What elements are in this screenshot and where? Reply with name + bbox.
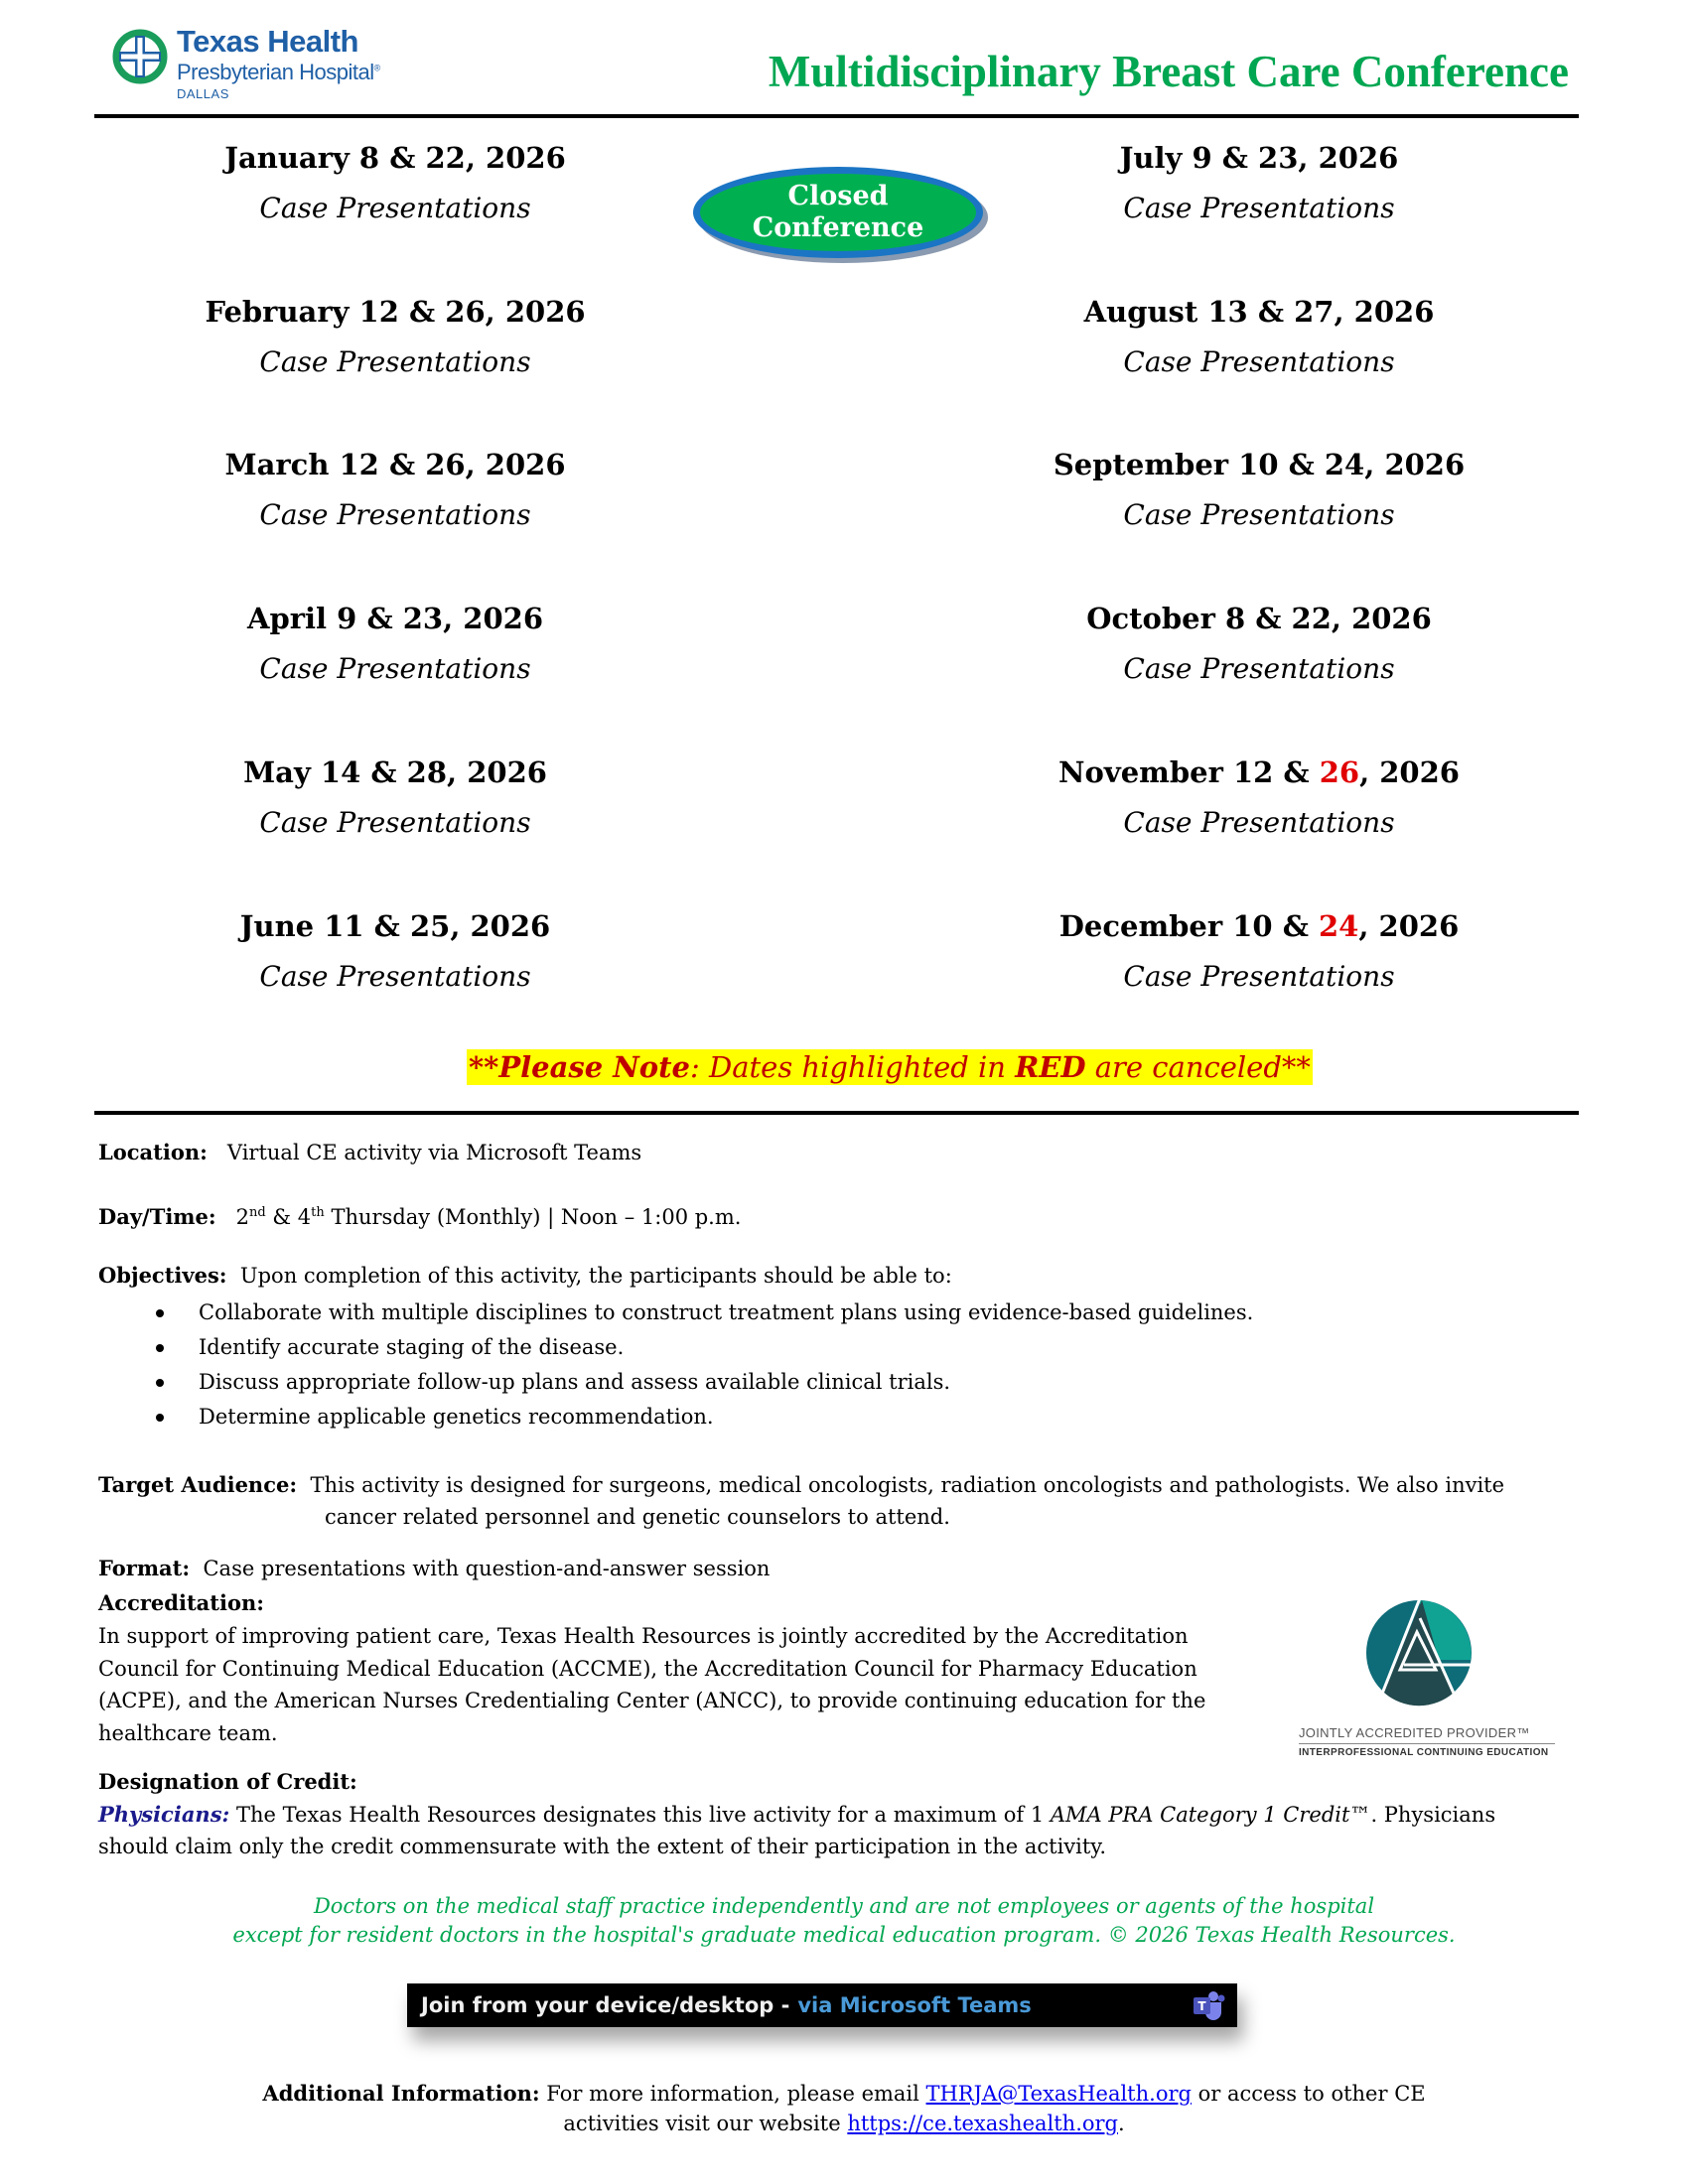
credit-text-cont: should claim only the credit commensurate with the extent of their participation in the activity. — [98, 1835, 1107, 1858]
additional-info: Additional Information: For more information, please email THRJA@TexasHealth.org or access to other CE — [262, 2081, 1426, 2106]
schedule-item-september: September 10 & 24, 2026 Case Presentations — [1053, 448, 1466, 531]
schedule-item-october: October 8 & 22, 2026 Case Presentations — [1086, 602, 1432, 685]
schedule-item-february: February 12 & 26, 2026 Case Presentations — [205, 295, 586, 378]
schedule-item-may: May 14 & 28, 2026 Case Presentations — [243, 755, 547, 839]
objectives-intro: Objectives: Upon completion of this activity, the participants should be able to: — [98, 1263, 952, 1288]
join-teams-button[interactable]: Join from your device/desktop - via Microsoft Teams T — [407, 1983, 1237, 2027]
format-line: Format: Case presentations with question-and-answer session — [98, 1556, 771, 1580]
accreditation-text: In support of improving patient care, Texas Health Resources is jointly accredited by the Accreditation Council for Continuing Medical Education (ACCME), the Accreditation Council for Pharmacy Education (ACPE), and the American Nurses Credentialing Center (ANCC), to provide continuing education for the healthcare team. — [98, 1624, 1206, 1745]
schedule-item-august: August 13 & 27, 2026 Case Presentations — [1083, 295, 1435, 378]
daytime-line: Day/Time: 2nd & 4th Thursday (Monthly) | Noon – 1:00 p.m. — [98, 1204, 742, 1229]
page-title: Multidisciplinary Breast Care Conference — [768, 47, 1569, 96]
target-audience: Target Audience: This activity is designed for surgeons, medical oncologists, radiation oncologists and pathologists. We also invite — [98, 1472, 1505, 1497]
cross-logo-icon — [111, 28, 169, 85]
bullet-icon — [156, 1344, 164, 1352]
objective-item: Collaborate with multiple disciplines to construct treatment plans using evidence-based guidelines. — [149, 1296, 1253, 1330]
website-link[interactable]: https://ce.texashealth.org — [847, 2112, 1118, 2135]
objective-item: Identify accurate staging of the disease. — [149, 1330, 1253, 1365]
accreditation-heading: Accreditation: — [98, 1590, 264, 1615]
schedule-item-november: November 12 & 26, 2026 Case Presentations — [1058, 755, 1460, 839]
cancellation-note: **Please Note: Dates highlighted in RED are canceled** — [469, 1050, 1311, 1084]
credit-heading: Designation of Credit: — [98, 1769, 357, 1794]
bullet-icon — [156, 1379, 164, 1387]
disclaimer-line2: except for resident doctors in the hospital's graduate medical education program. © 2026 Texas Health Resources. — [232, 1923, 1456, 1947]
schedule-item-july: July 9 & 23, 2026 Case Presentations — [1119, 141, 1399, 224]
hospital-logo — [111, 24, 429, 105]
additional-info-cont: activities visit our website https://ce.texashealth.org. — [563, 2112, 1125, 2135]
canceled-date: 24 — [1318, 909, 1359, 943]
schedule-item-december: December 10 & 24, 2026 Case Presentations — [1058, 909, 1460, 993]
location-line: Location: Virtual CE activity via Microsoft Teams — [98, 1140, 642, 1164]
logo-line1: Texas Health — [177, 24, 358, 59]
disclaimer-line1: Doctors on the medical staff practice independently and are not employees or agents of the hospital — [313, 1894, 1375, 1918]
teams-icon — [1192, 1989, 1225, 2021]
svg-text:T: T — [1197, 1999, 1206, 2013]
logo-line3: DALLAS — [177, 86, 229, 101]
schedule-item-april: April 9 & 23, 2026 Case Presentations — [246, 602, 543, 685]
email-link[interactable]: THRJA@TexasHealth.org — [925, 2082, 1192, 2106]
credit-text: Physicians: The Texas Health Resources designates this live activity for a maximum of 1 AMA PRA Category 1 Credit™. Physicians — [98, 1802, 1496, 1827]
canceled-date: 26 — [1319, 755, 1360, 789]
target-audience-cont: cancer related personnel and genetic counselors to attend. — [325, 1505, 950, 1529]
objective-item: Determine applicable genetics recommendation. — [149, 1400, 1253, 1434]
logo-line2: Presbyterian Hospital® — [177, 60, 380, 84]
schedule-item-march: March 12 & 26, 2026 Case Presentations — [224, 448, 566, 531]
objective-item: Discuss appropriate follow-up plans and assess available clinical trials. — [149, 1365, 1253, 1400]
jointly-accredited-logo: JOINTLY ACCREDITED PROVIDER™ INTERPROFESSIONAL CONTINUING EDUCATION — [1287, 1598, 1565, 1767]
header-divider — [94, 114, 1579, 118]
objectives-list — [149, 1296, 1253, 1434]
bullet-icon — [156, 1309, 164, 1317]
schedule-item-june: June 11 & 25, 2026 Case Presentations — [239, 909, 551, 993]
accreditation-icon — [1364, 1598, 1474, 1707]
bullet-icon — [156, 1414, 164, 1422]
closed-conference-badge: Closed Conference — [693, 167, 983, 258]
schedule-item-january: January 8 & 22, 2026 Case Presentations — [224, 141, 566, 224]
section-divider — [94, 1111, 1579, 1115]
